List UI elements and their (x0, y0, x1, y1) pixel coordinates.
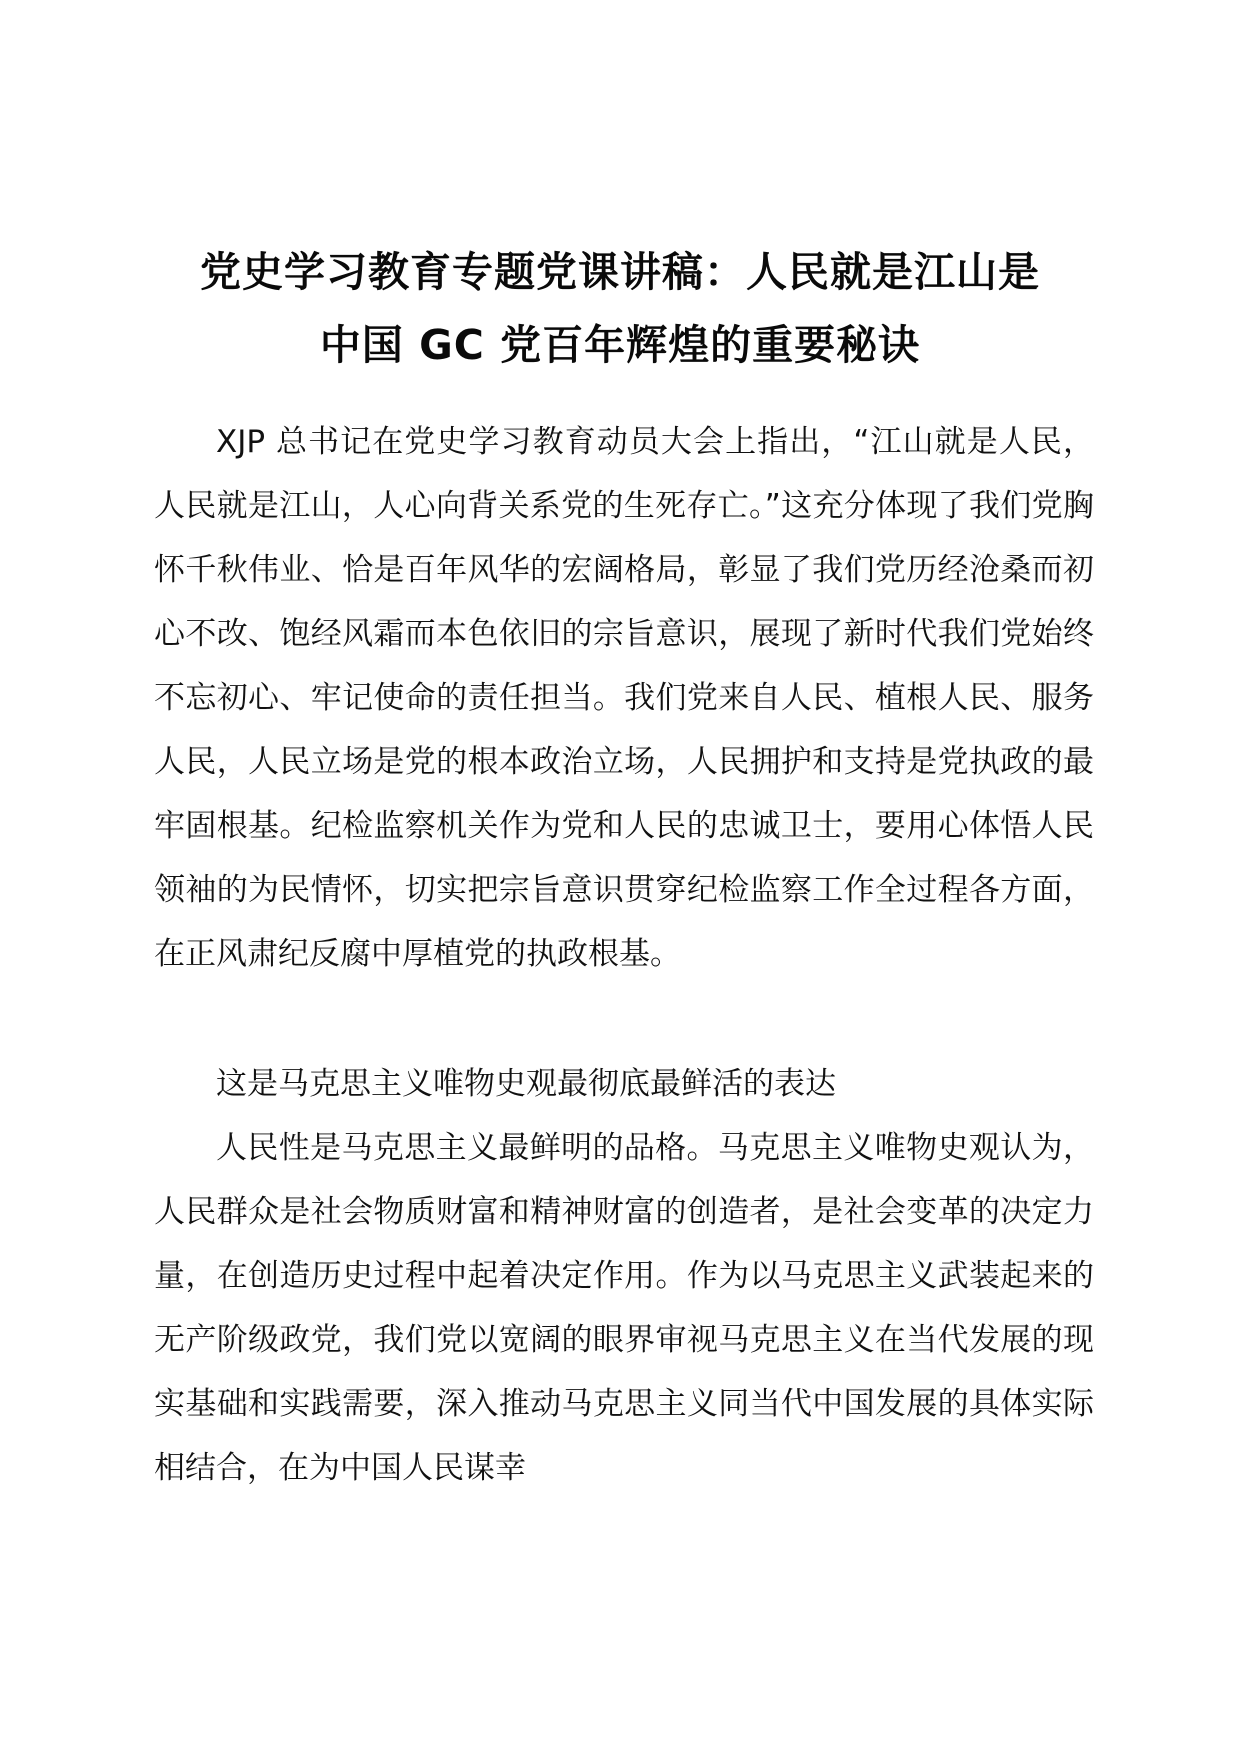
document-title (100, 236, 1140, 382)
body-paragraph-1-block (154, 410, 1094, 986)
title-line-1: 党史学习教育专题党课讲稿：人民就是江山是 (200, 248, 1040, 296)
body-paragraph-3-block (154, 1116, 1094, 1500)
section-heading-block (154, 1052, 1094, 1116)
section-heading: 这是马克思主义唯物史观最彻底最鲜活的表达 (216, 1066, 836, 1102)
title-line-2: 中国 GC 党百年辉煌的重要秘诀 (319, 321, 921, 369)
body-paragraph: XJP 总书记在党史学习教育动员大会上指出，“江山就是人民，人民就是江山，人心向背关系党的生死存亡。”这充分体现了我们党胸怀千秋伟业、恰是百年风华的宏阔格局，彰显了我们党历经沧桑而初心不改、饱经风霜而本色依旧的宗旨意识，展现了新时代我们党始终不忘初心、牢记使命的责任担当。我们党来自人民、植根人民、服务人民，人民立场是党的根本政治立场，人民拥护和支持是党执政的最牢固根基。纪检监察机关作为党和人民的忠诚卫士，要用心体悟人民领袖的为民情怀，切实把宗旨意识贯穿纪检监察工作全过程各方面，在正风肃纪反腐中厚植党的执政根基。 (154, 424, 1094, 972)
body-paragraph: 人民性是马克思主义最鲜明的品格。马克思主义唯物史观认为，人民群众是社会物质财富和精神财富的创造者，是社会变革的决定力量，在创造历史过程中起着决定作用。作为以马克思主义武装起来的无产阶级政党，我们党以宽阔的眼界审视马克思主义在当代发展的现实基础和实践需要，深入推动马克思主义同当代中国发展的具体实际相结合，在为中国人民谋幸 (154, 1130, 1094, 1486)
